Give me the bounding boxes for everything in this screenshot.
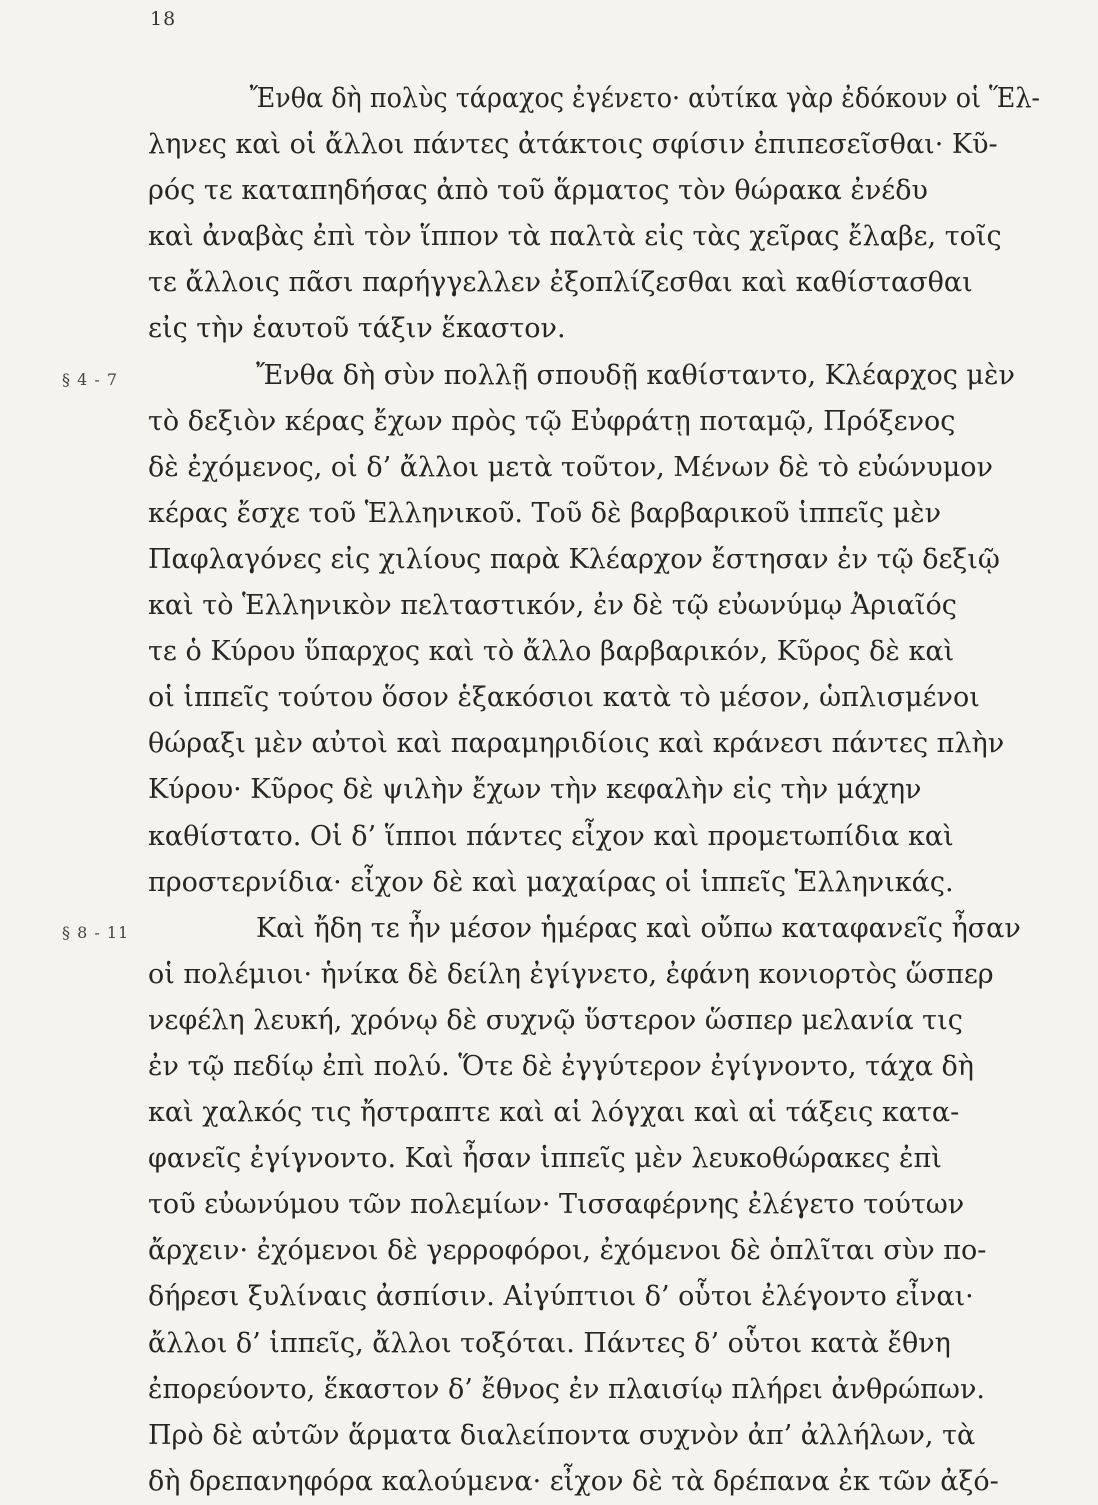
text-line bbox=[148, 537, 1048, 583]
line-text: τοῦ εὐωνύμου τῶν πολεμίων· Τισσαφέρνης ἐλέγετο τούτων bbox=[148, 1189, 965, 1221]
line-text: ρός τε καταπηδήσας ἀπὸ τοῦ ἅρματος τὸν θώρακα ἐνέδυ bbox=[148, 175, 928, 207]
text-line bbox=[148, 1090, 1048, 1136]
line-text: καθίστατο. Οἱ δ’ ἵπποι πάντες εἶχον καὶ προμετωπίδια καὶ bbox=[148, 820, 954, 852]
text-line bbox=[148, 675, 1048, 721]
text-line bbox=[148, 1367, 1048, 1413]
text-line bbox=[148, 1228, 1048, 1274]
line-text: δὲ ἐχόμενος, οἱ δ’ ἄλλοι μετὰ τοῦτον, Μένων δὲ τὸ εὐώνυμον bbox=[148, 451, 993, 483]
text-line bbox=[148, 445, 1048, 491]
line-text: προστερνίδια· εἶχον δὲ καὶ μαχαίρας οἱ ἱππεῖς Ἑλληνικάς. bbox=[148, 866, 954, 898]
text-line bbox=[148, 1274, 1048, 1320]
line-text: ληνες καὶ οἱ ἄλλοι πάντες ἀτάκτοις σφίσιν ἐπιπεσεῖσθαι· Κῦ- bbox=[148, 129, 998, 161]
text-line bbox=[148, 1044, 1048, 1090]
line-text: κέρας ἔσχε τοῦ Ἑλληνικοῦ. Τοῦ δὲ βαρβαρικοῦ ἱππεῖς μὲν bbox=[148, 497, 942, 529]
section-margin-note: § 8 - 11 bbox=[62, 922, 130, 942]
body-text bbox=[62, 76, 1048, 1505]
text-line bbox=[148, 399, 1048, 445]
text-line bbox=[148, 998, 1048, 1044]
text-line bbox=[148, 214, 1048, 260]
section-margin-note: § 4 - 7 bbox=[62, 369, 119, 389]
line-text: τε ἄλλοις πᾶσι παρήγγελλεν ἐξοπλίζεσθαι καὶ καθίστασθαι bbox=[148, 267, 973, 299]
line-text: Ἔνθα δὴ σὺν πολλῇ σπουδῇ καθίσταντο, Κλέαρχος μὲν bbox=[256, 359, 1015, 391]
line-text: δὴ δρεπανηφόρα καλούμενα· εἶχον δὲ τὰ δρέπανα ἐκ τῶν ἀξό- bbox=[148, 1465, 999, 1497]
line-text: ἐν τῷ πεδίῳ ἐπὶ πολύ. Ὅτε δὲ ἐγγύτερον ἐγίγνοντο, τάχα δὴ bbox=[148, 1050, 974, 1082]
text-line bbox=[62, 906, 1048, 952]
line-text: ἄρχειν· ἐχόμενοι δὲ γερροφόροι, ἐχόμενοι δὲ ὁπλῖται σὺν πο- bbox=[148, 1235, 987, 1267]
line-text: Πρὸ δὲ αὐτῶν ἅρματα διαλείποντα συχνὸν ἀπ’ ἀλλήλων, τὰ bbox=[148, 1419, 976, 1451]
text-line bbox=[148, 952, 1048, 998]
line-text: θώραξι μὲν αὐτοὶ καὶ παραμηριδίοις καὶ κράνεσι πάντες πλὴν bbox=[148, 728, 1005, 760]
text-line bbox=[148, 860, 1048, 906]
line-text: οἱ ἱππεῖς τούτου ὅσον ἑξακόσιοι κατὰ τὸ μέσον, ὡπλισμένοι bbox=[148, 682, 980, 714]
text-line bbox=[148, 168, 1048, 214]
text-line bbox=[62, 353, 1048, 399]
text-line bbox=[148, 767, 1048, 813]
text-line bbox=[148, 491, 1048, 537]
text-line bbox=[148, 260, 1048, 306]
line-text: Παφλαγόνες εἰς χιλίους παρὰ Κλέαρχον ἔστησαν ἐν τῷ δεξιῷ bbox=[148, 543, 1000, 575]
text-line bbox=[148, 76, 1048, 122]
text-line bbox=[148, 1136, 1048, 1182]
text-line bbox=[148, 1413, 1048, 1459]
text-line bbox=[148, 306, 1048, 352]
line-text: τε ὁ Κύρου ὕπαρχος καὶ τὸ ἄλλο βαρβαρικόν, Κῦρος δὲ καὶ bbox=[148, 636, 955, 668]
line-text: οἱ πολέμιοι· ἡνίκα δὲ δείλη ἐγίγνετο, ἐφάνη κονιορτὸς ὥσπερ bbox=[148, 958, 994, 990]
line-text: Καὶ ἤδη τε ἦν μέσον ἡμέρας καὶ οὔπω καταφανεῖς ἦσαν bbox=[256, 912, 1021, 944]
text-line bbox=[148, 814, 1048, 860]
line-text: νεφέλη λευκή, χρόνῳ δὲ συχνῷ ὕστερον ὥσπερ μελανία τις bbox=[148, 1004, 963, 1036]
text-line bbox=[148, 1182, 1048, 1228]
line-text: καὶ χαλκός τις ἤστραπτε καὶ αἱ λόγχαι καὶ αἱ τάξεις κατα- bbox=[148, 1097, 960, 1129]
line-text: τὸ δεξιὸν κέρας ἔχων πρὸς τῷ Εὐφράτῃ ποταμῷ, Πρόξενος bbox=[148, 405, 956, 437]
line-text: ἐπορεύοντο, ἕκαστον δ’ ἔθνος ἐν πλαισίῳ πλήρει ἀνθρώπων. bbox=[148, 1373, 985, 1405]
text-line bbox=[148, 721, 1048, 767]
line-text: Κύρου· Κῦρος δὲ ψιλὴν ἔχων τὴν κεφαλὴν εἰς τὴν μάχην bbox=[148, 774, 922, 806]
line-text: φανεῖς ἐγίγνοντο. Καὶ ἦσαν ἱππεῖς μὲν λευκοθώρακες ἐπὶ bbox=[148, 1143, 942, 1175]
line-text: εἰς τὴν ἑαυτοῦ τάξιν ἕκαστον. bbox=[148, 313, 566, 345]
text-line bbox=[148, 122, 1048, 168]
line-text: δήρεσι ξυλίναις ἀσπίσιν. Αἰγύπτιοι δ’ οὗτοι ἐλέγοντο εἶναι· bbox=[148, 1281, 974, 1313]
line-text: καὶ τὸ Ἑλληνικὸν πελταστικόν, ἐν δὲ τῷ εὐωνύμῳ Ἀριαῖός bbox=[148, 590, 957, 622]
line-text: καὶ ἀναβὰς ἐπὶ τὸν ἵππον τὰ παλτὰ εἰς τὰς χεῖρας ἔλαβε, τοῖς bbox=[148, 221, 1002, 253]
text-line bbox=[148, 583, 1048, 629]
text-line bbox=[148, 629, 1048, 675]
line-text: ἄλλοι δ’ ἱππεῖς, ἄλλοι τοξόται. Πάντες δ’ οὗτοι κατὰ ἔθνη bbox=[148, 1327, 951, 1359]
page-number: 18 bbox=[150, 8, 177, 30]
text-line bbox=[148, 1321, 1048, 1367]
line-text: Ἔνθα δὴ πολὺς τάραχος ἐγένετο· αὐτίκα γὰρ ἐδόκουν οἱ Ἕλ- bbox=[249, 83, 1041, 114]
text-line bbox=[148, 1459, 1048, 1505]
